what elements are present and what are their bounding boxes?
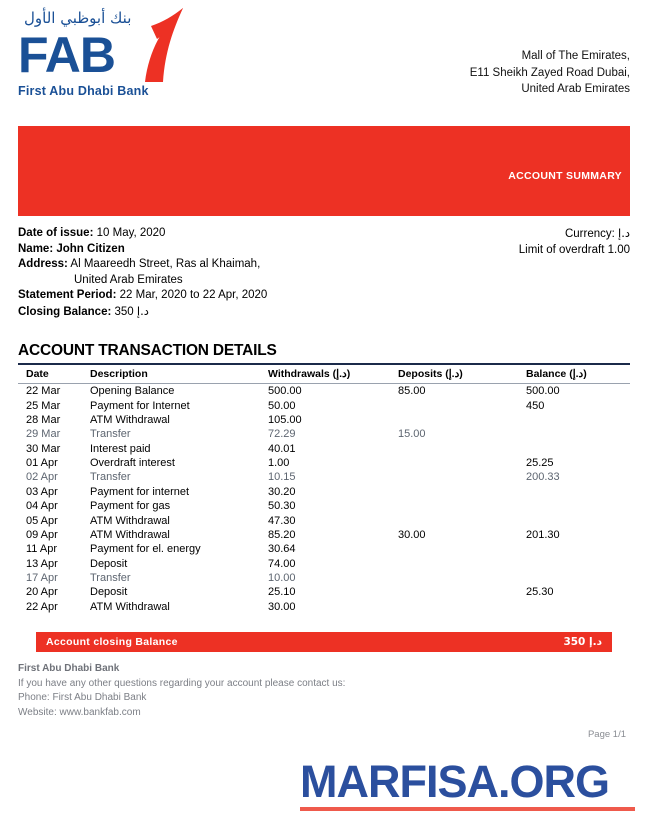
transaction-withdrawals: 25.10	[268, 586, 296, 599]
address-value-line-1: Al Maareedh Street, Ras al Khaimah,	[70, 258, 261, 270]
logo-acronym-text: FAB	[18, 27, 115, 83]
transaction-withdrawals: 47.30	[268, 514, 296, 527]
table-row	[18, 499, 630, 513]
transaction-withdrawals: 105.00	[268, 413, 302, 426]
account-summary-section	[0, 216, 648, 320]
transaction-description: Payment for gas	[90, 500, 171, 513]
address-row	[18, 257, 630, 273]
statement-period-row	[18, 288, 630, 304]
table-row	[18, 557, 630, 571]
column-header-deposits: Deposits (د.إ)	[398, 364, 526, 384]
footer-contact-line: If you have any other questions regarding your account please contact us:	[18, 677, 346, 689]
table-row	[18, 513, 630, 527]
transaction-balance	[526, 413, 630, 427]
transaction-balance	[526, 542, 630, 556]
transaction-withdrawals: 85.20	[268, 528, 296, 541]
closing-balance-bar	[36, 632, 612, 652]
transaction-description: Transfer	[90, 471, 131, 484]
transaction-description: Interest paid	[90, 442, 151, 455]
table-row	[18, 571, 630, 585]
transaction-date: 28 Mar	[26, 413, 61, 426]
table-row	[18, 413, 630, 427]
closing-balance-bar-wrap	[18, 614, 630, 652]
currency-details	[519, 226, 630, 258]
transaction-balance: 450	[526, 399, 545, 412]
account-summary-bar-wrap	[0, 126, 648, 216]
transaction-deposits	[398, 571, 526, 585]
transaction-deposits	[398, 513, 526, 527]
account-summary-label: ACCOUNT SUMMARY	[508, 170, 622, 182]
transaction-deposits	[398, 470, 526, 484]
transaction-deposits: 85.00	[398, 385, 426, 398]
transaction-description: ATM Withdrawal	[90, 514, 170, 527]
transaction-date: 02 Apr	[26, 471, 58, 484]
transaction-balance	[526, 499, 630, 513]
transaction-description: Payment for Internet	[90, 399, 190, 412]
transaction-description: Payment for internet	[90, 485, 190, 498]
transaction-balance	[526, 571, 630, 585]
account-summary-bar	[18, 126, 630, 216]
footer-website: Website: www.bankfab.com	[18, 706, 141, 718]
column-header-balance: Balance (د.إ)	[526, 364, 630, 384]
transaction-date: 30 Mar	[26, 442, 61, 455]
transaction-description: Opening Balance	[90, 385, 175, 398]
transaction-description: ATM Withdrawal	[90, 600, 170, 613]
closing-balance-label: Closing Balance:	[18, 305, 112, 318]
watermark-text: MARFISA.ORG	[300, 756, 609, 807]
transaction-table-head	[18, 364, 630, 384]
transaction-date: 09 Apr	[26, 528, 58, 541]
transaction-date: 25 Mar	[26, 399, 61, 412]
transaction-deposits	[398, 585, 526, 599]
table-row	[18, 585, 630, 599]
transaction-balance	[526, 442, 630, 456]
document-header	[0, 0, 648, 120]
transaction-deposits	[398, 557, 526, 571]
transaction-table-body	[18, 384, 630, 615]
transaction-description: Payment for el. energy	[90, 543, 201, 556]
transaction-description: Overdraft interest	[90, 457, 175, 470]
closing-balance-currency: د.إ	[136, 303, 149, 318]
transaction-header-row	[18, 364, 630, 384]
transaction-withdrawals: 30.64	[268, 543, 296, 556]
address-label: Address:	[18, 258, 68, 270]
transaction-balance: 201.30	[526, 528, 560, 541]
transaction-balance	[526, 557, 630, 571]
transaction-withdrawals: 50.00	[268, 399, 296, 412]
closing-balance-row	[18, 304, 630, 321]
document-footer	[18, 662, 345, 720]
logo-arabic-text: بنك أبوظبي الأول	[24, 9, 132, 27]
transaction-date: 20 Apr	[26, 586, 58, 599]
transaction-withdrawals: 72.29	[268, 428, 296, 441]
statement-period-value: 22 Mar, 2020 to 22 Apr, 2020	[119, 289, 268, 301]
transaction-date: 03 Apr	[26, 485, 58, 498]
table-row	[18, 600, 630, 614]
transaction-balance	[526, 485, 630, 499]
table-row	[18, 485, 630, 499]
transaction-description: Transfer	[90, 428, 131, 441]
transaction-withdrawals: 40.01	[268, 442, 296, 455]
transaction-table	[18, 363, 630, 614]
logo-subtitle-text: First Abu Dhabi Bank	[18, 84, 149, 98]
bank-logo	[18, 8, 248, 98]
watermark-rule	[300, 807, 635, 811]
transaction-date: 17 Apr	[26, 572, 58, 585]
closing-bar-label: Account closing Balance	[46, 636, 178, 648]
transaction-withdrawals: 500.00	[268, 385, 302, 398]
closing-bar-value: د.إ 350	[563, 636, 602, 648]
closing-balance-value: 350	[114, 305, 134, 318]
transaction-deposits	[398, 398, 526, 412]
transaction-withdrawals: 10.15	[268, 471, 296, 484]
transaction-date: 04 Apr	[26, 500, 58, 513]
overdraft-limit-value: Limit of overdraft 1.00	[518, 243, 630, 256]
transaction-description: ATM Withdrawal	[90, 413, 170, 426]
column-header-description: Description	[90, 364, 268, 384]
transaction-withdrawals: 30.00	[268, 600, 296, 613]
transaction-deposits	[398, 499, 526, 513]
statement-period-label: Statement Period:	[18, 289, 117, 301]
table-row	[18, 470, 630, 484]
transaction-date: 01 Apr	[26, 457, 58, 470]
address-value-line-2: United Arab Emirates	[74, 273, 183, 286]
page-number: Page 1/1	[587, 729, 626, 740]
transaction-date: 05 Apr	[26, 514, 58, 527]
footer-bank-name: First Abu Dhabi Bank	[18, 663, 120, 674]
transaction-withdrawals: 30.20	[268, 485, 296, 498]
transaction-date: 13 Apr	[26, 557, 58, 570]
name-label: Name:	[18, 242, 54, 255]
footer-phone: Phone: First Abu Dhabi Bank	[18, 692, 147, 703]
date-of-issue-value: 10 May, 2020	[96, 227, 166, 239]
transaction-deposits	[398, 485, 526, 499]
transaction-deposits: 30.00	[398, 528, 426, 541]
transaction-description: Deposit	[90, 557, 128, 570]
column-header-withdrawals: Withdrawals (د.إ)	[268, 364, 398, 384]
transaction-deposits	[398, 600, 526, 614]
transaction-date: 22 Mar	[26, 385, 61, 398]
name-value: John Citizen	[56, 242, 125, 255]
transaction-balance: 500.00	[526, 385, 560, 398]
currency-value: د.إ	[618, 226, 630, 240]
transaction-balance	[526, 600, 630, 614]
transaction-deposits: 15.00	[398, 428, 426, 441]
table-row	[18, 542, 630, 556]
date-of-issue-label: Date of issue:	[18, 227, 94, 239]
transaction-deposits	[398, 456, 526, 470]
table-row	[18, 442, 630, 456]
table-row	[18, 456, 630, 470]
table-row	[18, 398, 630, 412]
table-row	[18, 384, 630, 399]
transaction-deposits	[398, 442, 526, 456]
table-row	[18, 427, 630, 441]
transaction-withdrawals: 1.00	[268, 457, 290, 470]
transaction-balance	[526, 427, 630, 441]
transaction-balance: 25.25	[526, 457, 554, 470]
transaction-balance: 25.30	[526, 586, 554, 599]
transaction-section-title: ACCOUNT TRANSACTION DETAILS	[18, 342, 277, 359]
transaction-description: Transfer	[90, 572, 131, 585]
transaction-date: 11 Apr	[26, 543, 57, 556]
bank-address-line-2: E11 Sheikh Zayed Road Dubai,	[469, 66, 630, 79]
address-row-continued	[18, 273, 630, 289]
transaction-withdrawals: 50.30	[268, 500, 296, 513]
bank-address-line-1: Mall of The Emirates,	[521, 50, 630, 62]
table-row	[18, 528, 630, 542]
transaction-balance	[526, 513, 630, 527]
transaction-balance: 200.33	[526, 471, 560, 484]
transaction-withdrawals: 10.00	[268, 572, 296, 585]
transaction-description: Deposit	[90, 586, 128, 599]
transaction-withdrawals: 74.00	[268, 557, 296, 570]
bank-address	[470, 48, 630, 98]
currency-row	[519, 226, 630, 243]
transaction-date: 22 Apr	[26, 600, 58, 613]
bank-address-line-3: United Arab Emirates	[521, 83, 630, 95]
watermark	[300, 758, 638, 811]
transaction-section	[0, 320, 648, 652]
transaction-description: ATM Withdrawal	[90, 528, 170, 541]
currency-label: Currency:	[564, 228, 615, 240]
transaction-deposits	[398, 542, 526, 556]
column-header-date: Date	[18, 364, 90, 384]
transaction-date: 29 Mar	[26, 428, 61, 441]
logo-wordmark	[18, 28, 248, 82]
transaction-deposits	[398, 413, 526, 427]
